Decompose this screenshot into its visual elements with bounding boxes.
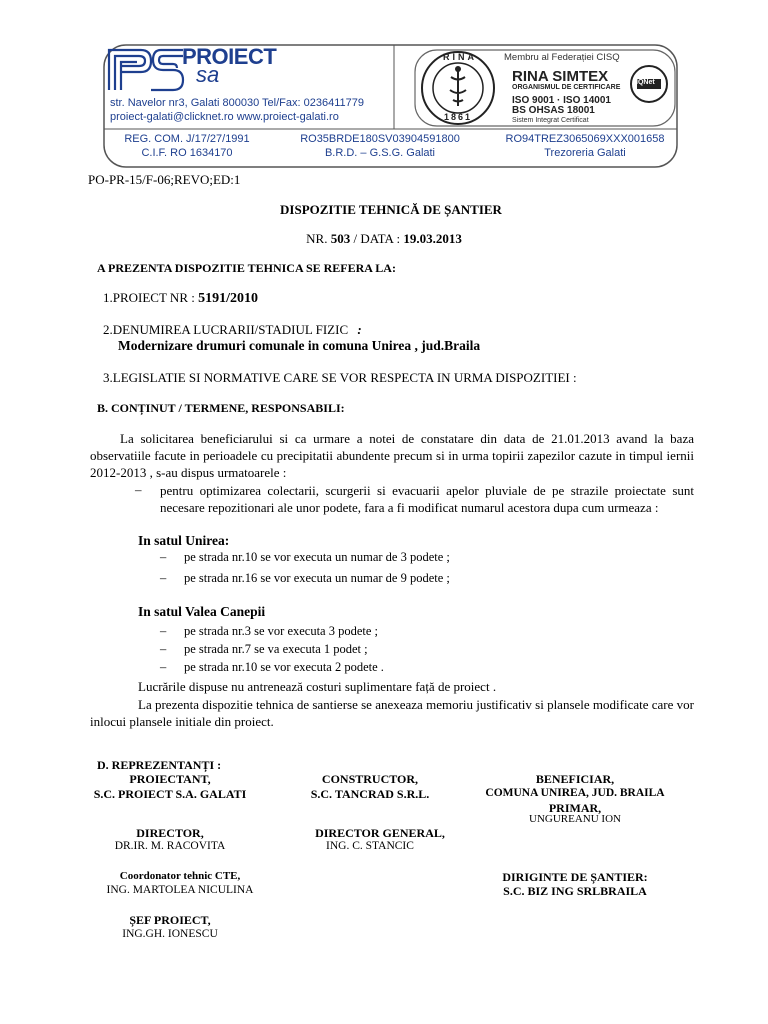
dash-icon: – [160, 660, 167, 674]
cif-number: C.I.F. RO 1634170 [141, 147, 233, 159]
dash-icon: – [160, 550, 167, 564]
costs-note: Lucrările dispuse nu antrenează costuri suplimentare față de proiect . [138, 679, 497, 694]
project-number-value: 5191/2010 [198, 291, 258, 306]
project-manager-name: ING.GH. IONESCU [122, 928, 218, 940]
reg-com [112, 132, 262, 160]
document-title: DISPOZITIE TEHNICĂ DE ȘANTIER [280, 202, 502, 217]
representatives-title: D. REPREZENTANȚI : [97, 758, 222, 772]
document-number [0, 231, 768, 247]
brd-iban: RO35BRDE180SV03904591800 [300, 133, 460, 145]
list-item-text: pe strada nr.3 se vor executa 3 podete ; [184, 624, 379, 638]
list-item [160, 624, 378, 639]
iso-certs: ISO 9001 · ISO 14001 [512, 95, 611, 106]
brd-account [290, 132, 470, 160]
dash-icon: – [160, 624, 167, 638]
company-suffix: sa [196, 62, 220, 87]
list-item-text: pe strada nr.16 se vor executa un numar de 9 podete ; [184, 571, 450, 585]
coordinator-role: Coordonator tehnic CTE, [119, 870, 241, 882]
nr-value: 503 [330, 231, 351, 246]
nr-label: NR. [306, 231, 328, 246]
coordinator-name: ING. MARTOLEA NICULINA [106, 884, 254, 896]
work-name-label-text: 2.DENUMIREA LUCRARII/STADIUL FIZIC [103, 322, 349, 337]
director-general-name: ING. C. STANCIC [326, 840, 414, 852]
director-name: DR.IR. M. RACOVITA [114, 840, 226, 852]
company-address [110, 96, 364, 124]
primar-name: UNGUREANU ION [529, 813, 621, 825]
list-item-text: pe strada nr.10 se vor executa un numar de 3 podete ; [184, 550, 450, 564]
integrated-system: Sistem Integrat Certificat [512, 117, 589, 124]
project-number-label: 1.PROIECT NR : [103, 290, 195, 305]
beneficiar-company: COMUNA UNIREA, JUD. BRAILA [485, 787, 665, 799]
contact-line: proiect-galati@clicknet.ro www.proiect-galati.ro [110, 111, 339, 123]
list-item [160, 660, 384, 675]
primar-role: PRIMAR, [548, 801, 602, 815]
company-name: PROIECT [182, 44, 277, 69]
reg-number: REG. COM. J/17/27/1991 [124, 133, 250, 145]
list-item [160, 571, 450, 586]
iqnet-label: IQNet [636, 79, 655, 86]
work-name-colon: : [357, 322, 362, 337]
paragraph-annex: La prezenta dispozitie tehnica de santierse se anexeaza memoriu justificativ si plansele modificate care vor inlocui plansele initiale din proiect. [90, 697, 694, 729]
trez-iban: RO94TREZ3065069XXX001658 [505, 133, 665, 145]
address-line: str. Navelor nr3, Galati 800030 Tel/Fax: 0236411779 [110, 97, 364, 109]
rina-subtitle: ORGANISMUL DE CERTIFICARE [512, 84, 621, 91]
project-number [103, 290, 258, 307]
form-code: PO-PR-15/F-06;REVO;ED:1 [88, 172, 241, 187]
list-item-text: pe strada nr.10 se vor executa 2 podete . [184, 660, 384, 674]
ohsas-cert: BS OHSAS 18001 [512, 105, 595, 116]
constructor-role: CONSTRUCTOR, [321, 772, 419, 786]
dash-icon: – [160, 642, 167, 656]
brd-bank: B.R.D. – G.S.G. Galati [324, 147, 436, 159]
proiectant-company: S.C. PROIECT S.A. GALATI [93, 787, 247, 801]
director-role: DIRECTOR, [136, 826, 204, 840]
section-a-title: A PREZENTA DISPOZITIE TEHNICA SE REFERA LA: [97, 261, 396, 275]
main-bullet: pentru optimizarea colectarii, scurgerii si evacuarii apelor pluviale de pe strazile proiectate sunt necesare repozitionari ale unor podete, fara a fi modificat numarul acestora dupa cum urmeaza : [160, 483, 694, 515]
director-general-role: DIRECTOR GENERAL, [315, 826, 445, 840]
seal-top-text: RINA [443, 52, 477, 62]
beneficiar-role: BENEFICIAR, [535, 772, 615, 786]
proiect-logo-icon [107, 46, 187, 92]
constructor-company: S.C. TANCRAD S.R.L. [310, 787, 430, 801]
cisq-member: Membru al Federației CISQ [504, 52, 620, 63]
list-item [160, 550, 450, 565]
site-supervisor-company: S.C. BIZ ING SRLBRAILA [503, 884, 647, 898]
village-valea-canepii: In satul Valea Canepii [138, 604, 266, 619]
work-name-value: Modernizare drumuri comunale in comuna Unirea , jud.Braila [118, 338, 481, 353]
rina-brand: RINA SIMTEX [512, 68, 609, 85]
trez-account [495, 132, 675, 160]
list-item [160, 642, 368, 657]
project-manager-role: ȘEF PROIECT, [129, 913, 211, 927]
trez-bank: Trezoreria Galati [544, 147, 626, 159]
data-value: 19.03.2013 [403, 231, 462, 246]
data-label: / DATA : [353, 231, 401, 246]
legislation-label: 3.LEGISLATIE SI NORMATIVE CARE SE VOR RESPECTA IN URMA DISPOZITIEI : [103, 370, 577, 385]
village-unirea: In satul Unirea: [138, 533, 230, 548]
section-b-title: B. CONȚINUT / TERMENE, RESPONSABILI: [97, 401, 345, 415]
proiectant-role: PROIECTANT, [129, 772, 211, 786]
paragraph-intro: La solicitarea beneficiarului si ca urmare a notei de constatare din data de 21.01.2013 avand la baza observatiile facute in perioadele cu precipitatii abundente precum si in urma topirii zapezilor cazute in timpul iernii 2012-2013 , s-au dispus urmatoarele : [90, 431, 694, 480]
bullet-dash-icon: – [135, 482, 142, 497]
work-name-label [103, 322, 362, 338]
dash-icon: – [160, 571, 167, 585]
seal-year-text: 1861 [444, 112, 473, 122]
site-supervisor-role: DIRIGINTE DE ȘANTIER: [502, 870, 648, 884]
list-item-text: pe strada nr.7 se va executa 1 podet ; [184, 642, 368, 656]
